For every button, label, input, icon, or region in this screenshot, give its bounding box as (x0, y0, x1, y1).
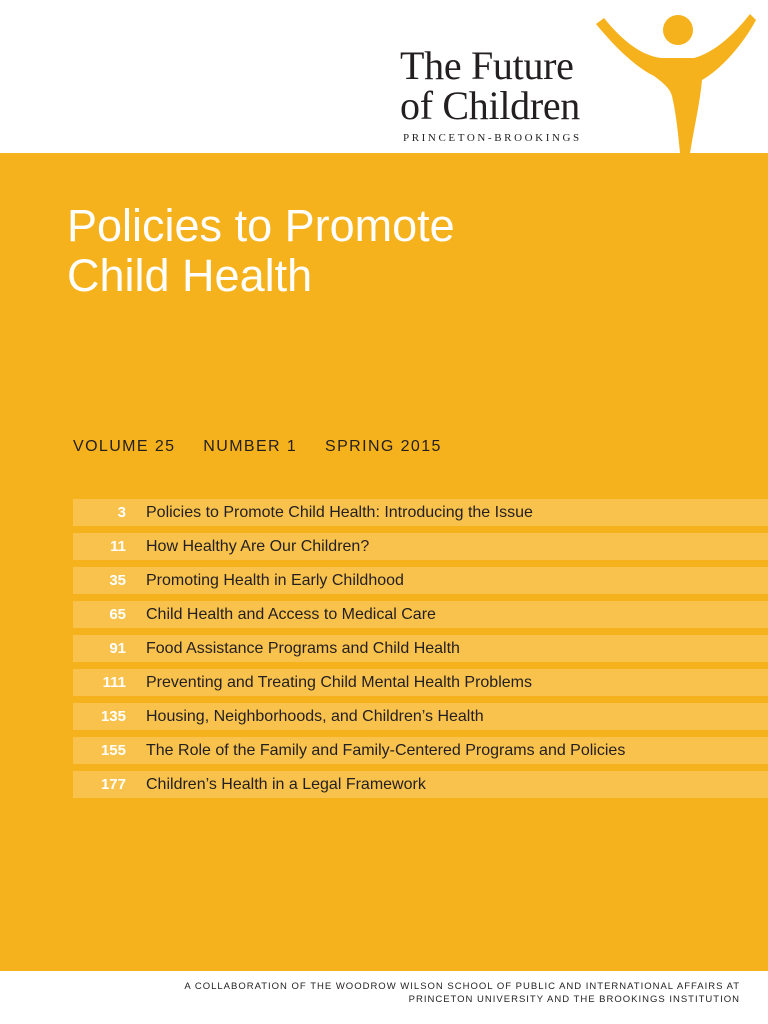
toc-page-number: 11 (110, 538, 126, 555)
issue-season: SPRING 2015 (325, 438, 442, 455)
footer-line1: A COLLABORATION OF THE WOODROW WILSON SCHOOL OF PUBLIC AND INTERNATIONAL AFFAIRS AT (184, 981, 740, 992)
toc-page-number: 65 (109, 606, 126, 623)
issue-number: NUMBER 1 (203, 438, 298, 455)
toc-row[interactable] (73, 703, 768, 730)
toc-title: How Healthy Are Our Children? (146, 537, 370, 555)
toc-row[interactable] (73, 669, 768, 696)
toc-row[interactable] (73, 499, 768, 526)
toc-title: Preventing and Treating Child Mental Health Problems (146, 673, 532, 691)
child-figure-logo-icon (590, 8, 760, 156)
issue-info (73, 438, 464, 456)
toc-row[interactable] (73, 567, 768, 594)
cover-title (67, 201, 667, 301)
toc-title: The Role of the Family and Family-Centered Programs and Policies (146, 741, 626, 759)
toc-title: Children’s Health in a Legal Framework (146, 775, 426, 793)
logo-subtitle: PRINCETON-BROOKINGS (403, 132, 582, 144)
toc-page-number: 111 (102, 674, 126, 691)
toc-row[interactable] (73, 533, 768, 560)
toc-page-number: 177 (100, 776, 126, 793)
toc-row[interactable] (73, 601, 768, 628)
header (0, 0, 768, 153)
toc-page-number: 91 (109, 640, 126, 657)
toc-title: Child Health and Access to Medical Care (146, 605, 436, 623)
table-of-contents (73, 499, 768, 805)
footer (0, 971, 768, 1024)
toc-page-number: 155 (100, 742, 126, 759)
toc-row[interactable] (73, 635, 768, 662)
toc-title: Promoting Health in Early Childhood (146, 571, 404, 589)
toc-row[interactable] (73, 771, 768, 798)
toc-page-number: 3 (117, 504, 126, 521)
toc-title: Housing, Neighborhoods, and Children’s Health (146, 707, 484, 725)
toc-page-number: 35 (109, 572, 126, 589)
toc-title: Policies to Promote Child Health: Introducing the Issue (146, 503, 533, 521)
toc-title: Food Assistance Programs and Child Health (146, 639, 460, 657)
footer-line2: PRINCETON UNIVERSITY AND THE BROOKINGS INSTITUTION (408, 994, 740, 1005)
logo-title-line2: of Children (400, 83, 581, 128)
logo-title-line1: The Future (400, 43, 574, 88)
cover-panel (0, 153, 768, 971)
cover-title-line1: Policies to Promote (67, 200, 455, 251)
toc-page-number: 135 (100, 708, 126, 725)
footer-credit (184, 980, 740, 1006)
issue-volume: VOLUME 25 (73, 438, 176, 455)
cover-title-line2: Child Health (67, 250, 313, 301)
toc-row[interactable] (73, 737, 768, 764)
